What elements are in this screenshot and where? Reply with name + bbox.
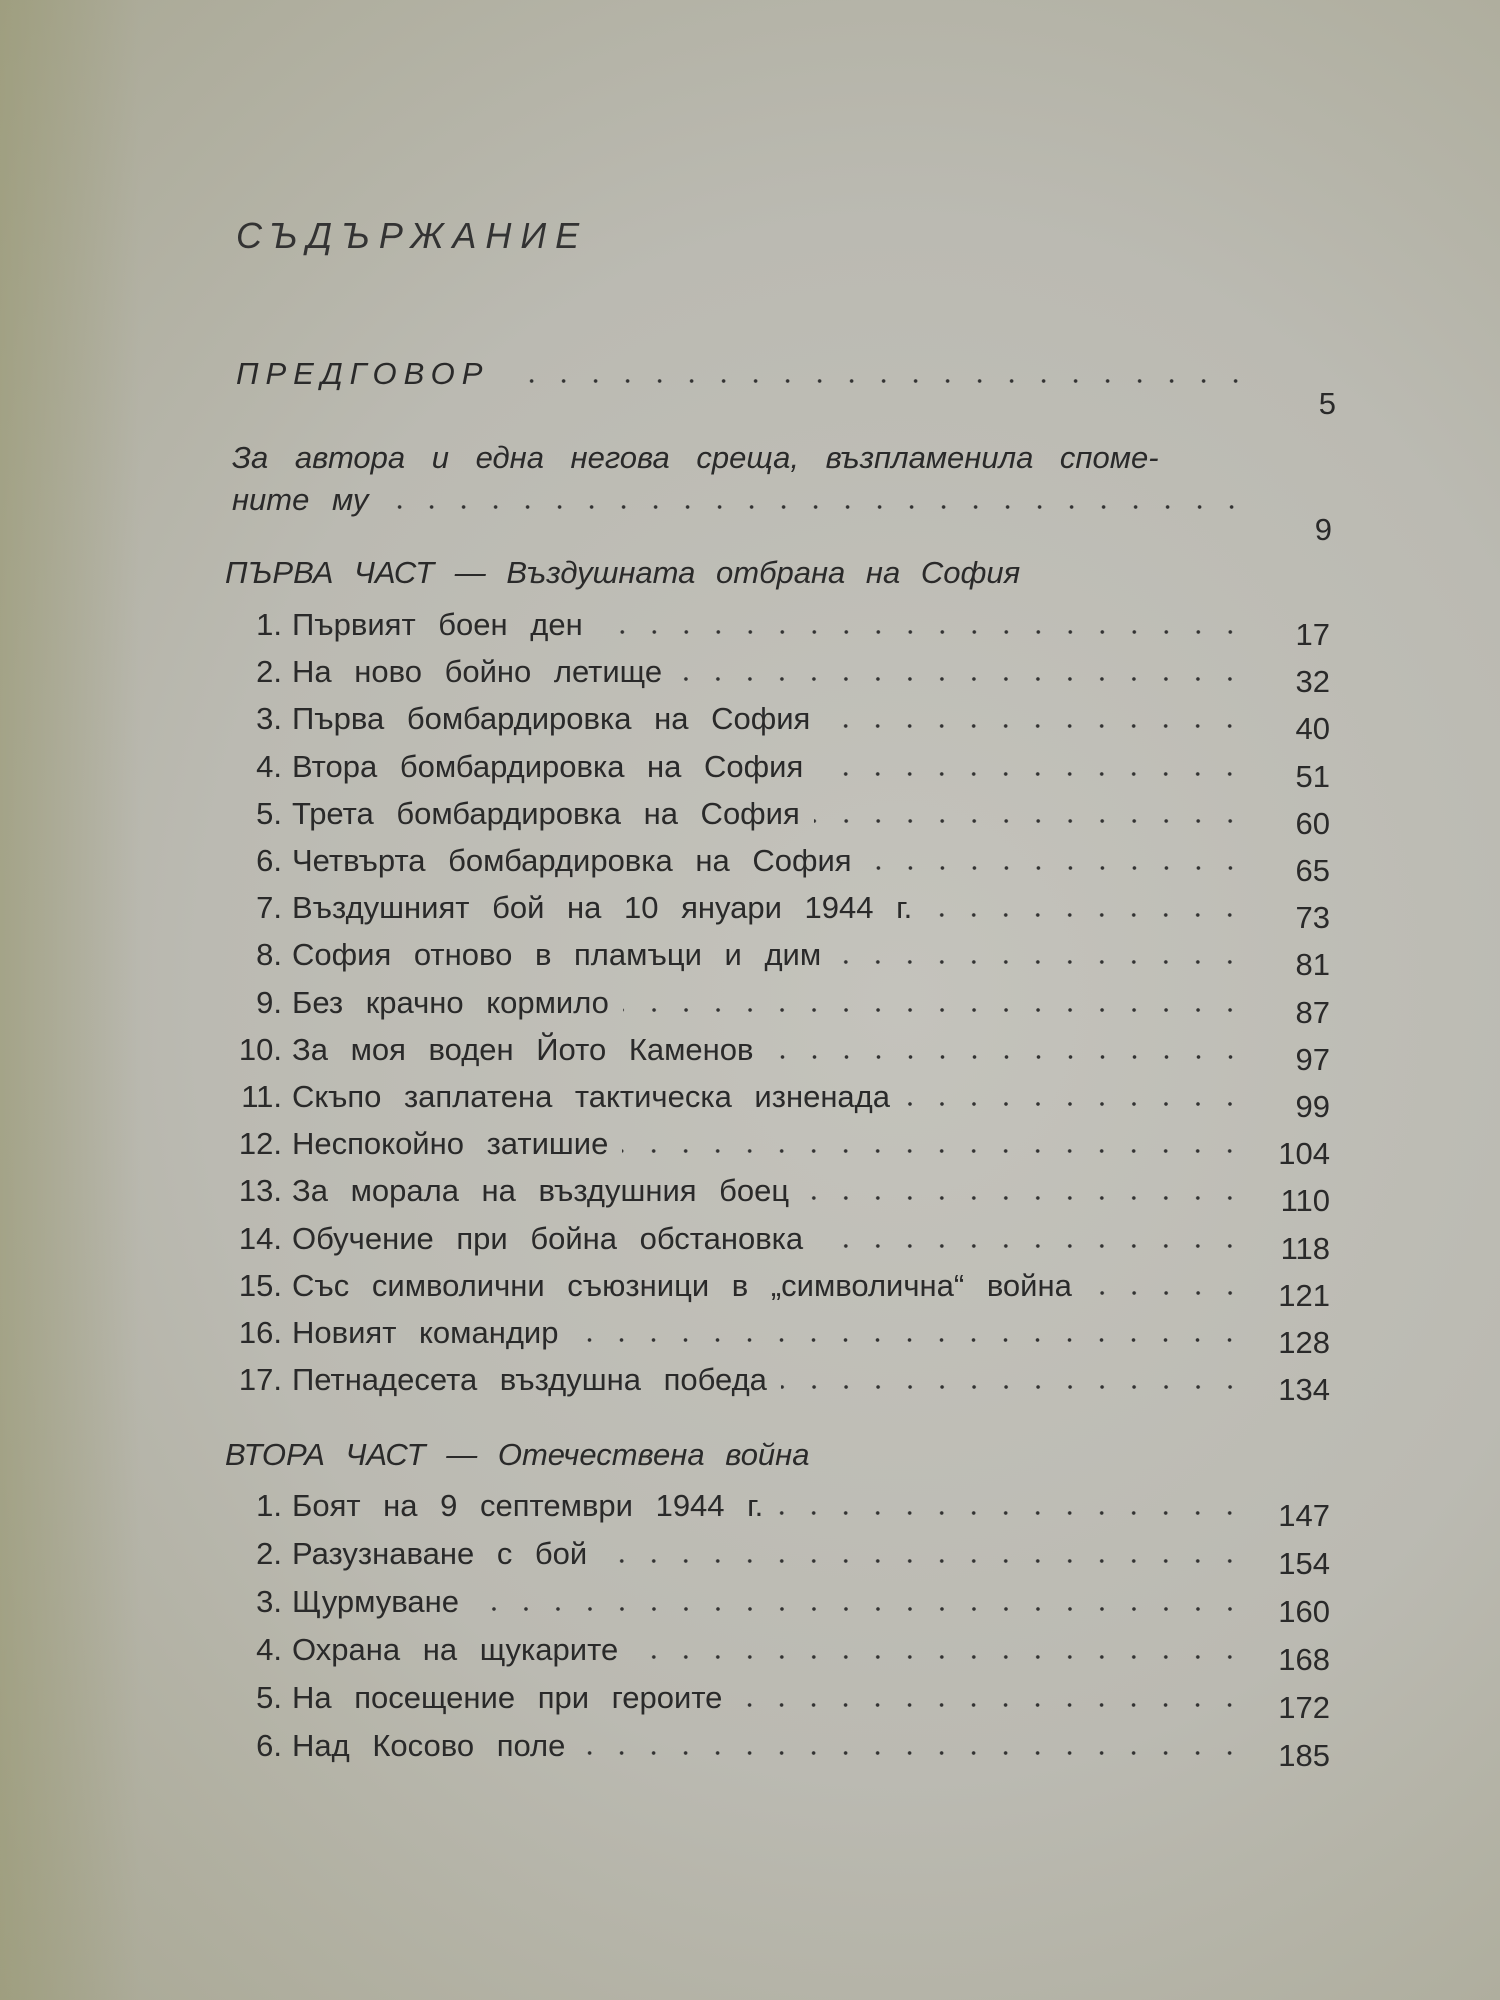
- entry-title: ПРЕДГОВОР: [236, 356, 490, 391]
- entry-number: 1.: [256, 1488, 282, 1523]
- entry-number: 12.: [238, 1126, 282, 1162]
- entry-number: 8.: [256, 937, 282, 973]
- entry-title: Неспокойно затишие: [292, 1126, 609, 1162]
- entry-title: Новият командир: [292, 1315, 559, 1350]
- toc-entry[interactable]: [230, 1122, 1330, 1172]
- entry-title: На посещение при героите: [292, 1680, 723, 1715]
- entry-title: За морала на въздушния боец: [292, 1173, 790, 1209]
- leader-dots: [622, 1148, 1246, 1154]
- entry-title: Разузнаване с бой: [292, 1536, 588, 1571]
- entry-number: 10.: [238, 1031, 282, 1067]
- toc-entry[interactable]: [230, 933, 1330, 983]
- entry-title: Щурмуване: [292, 1584, 460, 1619]
- toc-entry[interactable]: [230, 839, 1330, 888]
- entry-title: ните му: [232, 482, 369, 517]
- entry-page: 168: [1278, 1642, 1330, 1677]
- entry-page: 172: [1278, 1690, 1330, 1725]
- leader-dots: [572, 1337, 1246, 1343]
- entry-title: Обучение при бойна обстановка: [292, 1220, 804, 1256]
- leader-dots: [835, 959, 1246, 965]
- part1-heading: ПЪРВА ЧАСТ — Въздушната отбрана на София: [225, 555, 1021, 590]
- entry-number: 2.: [256, 654, 282, 690]
- entry-title: Първа бомбардировка на София: [292, 701, 811, 737]
- leader-dots: [601, 1558, 1246, 1564]
- toc-entry[interactable]: [230, 1724, 1330, 1773]
- entry-page: 5: [1318, 386, 1336, 421]
- leader-dots: [623, 1007, 1246, 1013]
- entry-page: 128: [1278, 1325, 1330, 1360]
- entry-page: 81: [1295, 947, 1330, 983]
- entry-title: Първият боен ден: [292, 607, 583, 642]
- entry-number: 3.: [256, 1584, 282, 1619]
- entry-page: 97: [1295, 1041, 1330, 1077]
- toc-entry-about[interactable]: [232, 478, 1332, 547]
- entry-page: 147: [1278, 1498, 1330, 1533]
- entry-page: 160: [1278, 1594, 1330, 1629]
- toc-entry-about-line1: За автора и една негова среща, възпламенила споме-: [232, 440, 1159, 475]
- toc-entry[interactable]: [230, 603, 1330, 652]
- entry-page: 32: [1295, 664, 1330, 700]
- entry-number: 2.: [256, 1536, 282, 1571]
- entry-number: 5.: [256, 1680, 282, 1715]
- page-shadow: [0, 0, 140, 2000]
- toc-entry[interactable]: [230, 1264, 1330, 1313]
- entry-title: Скъпо заплатена тактическа изненада: [292, 1079, 891, 1114]
- entry-number: 15.: [238, 1267, 282, 1303]
- entry-title: Въздушният бой на 10 януари 1944 г.: [292, 890, 913, 926]
- entry-number: 14.: [238, 1220, 282, 1256]
- entry-number: 16.: [238, 1315, 282, 1350]
- entry-page: 185: [1278, 1738, 1330, 1773]
- leader-dots: [768, 1054, 1247, 1060]
- entry-page: 17: [1295, 617, 1330, 652]
- leader-dots: [736, 1702, 1246, 1708]
- leader-dots: [814, 818, 1246, 824]
- entry-title: Над Косово поле: [292, 1728, 566, 1763]
- leader-dots: [632, 1654, 1246, 1660]
- entry-page: 134: [1278, 1372, 1330, 1408]
- entry-page: 9: [1314, 512, 1332, 547]
- entry-title: Четвърта бомбардировка на София: [292, 843, 852, 878]
- entry-number: 6.: [256, 843, 282, 878]
- leader-dots: [803, 1195, 1246, 1201]
- entry-title: За моя воден Йото Каменов: [292, 1031, 754, 1067]
- toc-entry[interactable]: [230, 1169, 1330, 1219]
- leader-dots: [866, 865, 1246, 871]
- entry-page: 154: [1278, 1546, 1330, 1581]
- toc-entry[interactable]: [230, 886, 1330, 936]
- entry-number: 3.: [256, 701, 282, 737]
- leader-dots: [817, 1243, 1246, 1249]
- entry-number: 4.: [256, 1632, 282, 1667]
- entry-title: София отново в пламъци и дим: [292, 937, 822, 973]
- entry-number: 5.: [256, 795, 282, 831]
- toc-entry[interactable]: [230, 1217, 1330, 1266]
- part2-heading: ВТОРА ЧАСТ — Отечествена война: [225, 1437, 810, 1472]
- entry-page: 65: [1295, 853, 1330, 888]
- leader-dots: [777, 1510, 1246, 1516]
- entry-number: 11.: [241, 1079, 282, 1114]
- toc-entry[interactable]: [230, 697, 1330, 747]
- leader-dots: [904, 1101, 1246, 1107]
- leader-dots: [503, 378, 1252, 384]
- entry-title: Със символични съюзници в „символична“ война: [292, 1267, 1072, 1303]
- entry-number: 1.: [256, 607, 282, 642]
- entry-page: 60: [1295, 805, 1330, 841]
- entry-title: Трета бомбардировка на София: [292, 795, 800, 831]
- toc-entry[interactable]: [230, 1580, 1330, 1629]
- entry-title: На ново бойно летище: [292, 654, 663, 690]
- toc-entry[interactable]: [230, 1532, 1330, 1581]
- entry-page: 40: [1295, 711, 1330, 747]
- toc-entry[interactable]: [230, 650, 1330, 700]
- toc-entry[interactable]: [230, 1075, 1330, 1124]
- entry-number: 6.: [256, 1728, 282, 1763]
- leader-dots: [824, 723, 1246, 729]
- leader-dots: [926, 912, 1246, 918]
- entry-number: 9.: [256, 984, 282, 1020]
- toc-entry[interactable]: [230, 1484, 1330, 1533]
- entry-page: 87: [1295, 994, 1330, 1030]
- entry-page: 110: [1280, 1183, 1330, 1219]
- toc-entry[interactable]: [230, 1311, 1330, 1360]
- toc-entry[interactable]: [230, 1358, 1330, 1408]
- toc-entry-preface[interactable]: [236, 352, 1336, 421]
- entry-title: Боят на 9 септември 1944 г.: [292, 1488, 764, 1523]
- toc-entry[interactable]: [230, 1028, 1330, 1077]
- leader-dots: [473, 1606, 1246, 1612]
- toc-entry[interactable]: [230, 1676, 1330, 1725]
- entry-page: 99: [1295, 1089, 1330, 1124]
- entry-page: 118: [1280, 1230, 1330, 1266]
- leader-dots: [781, 1384, 1246, 1390]
- leader-dots: [597, 629, 1246, 635]
- leader-dots: [676, 676, 1246, 682]
- entry-number: 7.: [256, 890, 282, 926]
- entry-page: 73: [1295, 900, 1330, 936]
- entry-page: 51: [1295, 758, 1330, 794]
- page-title: СЪДЪРЖАНИЕ: [236, 215, 589, 256]
- toc-entry[interactable]: [230, 745, 1330, 794]
- entry-page: 104: [1278, 1136, 1330, 1172]
- leader-dots: [817, 771, 1246, 777]
- toc-entry[interactable]: [230, 792, 1330, 841]
- entry-title: Охрана на щукарите: [292, 1632, 619, 1667]
- entry-number: 17.: [238, 1362, 282, 1398]
- entry-number: 4.: [256, 748, 282, 784]
- entry-number: 13.: [238, 1173, 282, 1209]
- toc-entry[interactable]: [230, 1628, 1330, 1677]
- leader-dots: [579, 1750, 1246, 1756]
- entry-title: Без крачно кормило: [292, 984, 609, 1020]
- leader-dots: [382, 504, 1248, 510]
- toc-entry[interactable]: [230, 981, 1330, 1030]
- entry-title: Втора бомбардировка на София: [292, 748, 804, 784]
- leader-dots: [1086, 1290, 1246, 1296]
- entry-title: Петнадесета въздушна победа: [292, 1362, 767, 1398]
- entry-page: 121: [1278, 1277, 1330, 1313]
